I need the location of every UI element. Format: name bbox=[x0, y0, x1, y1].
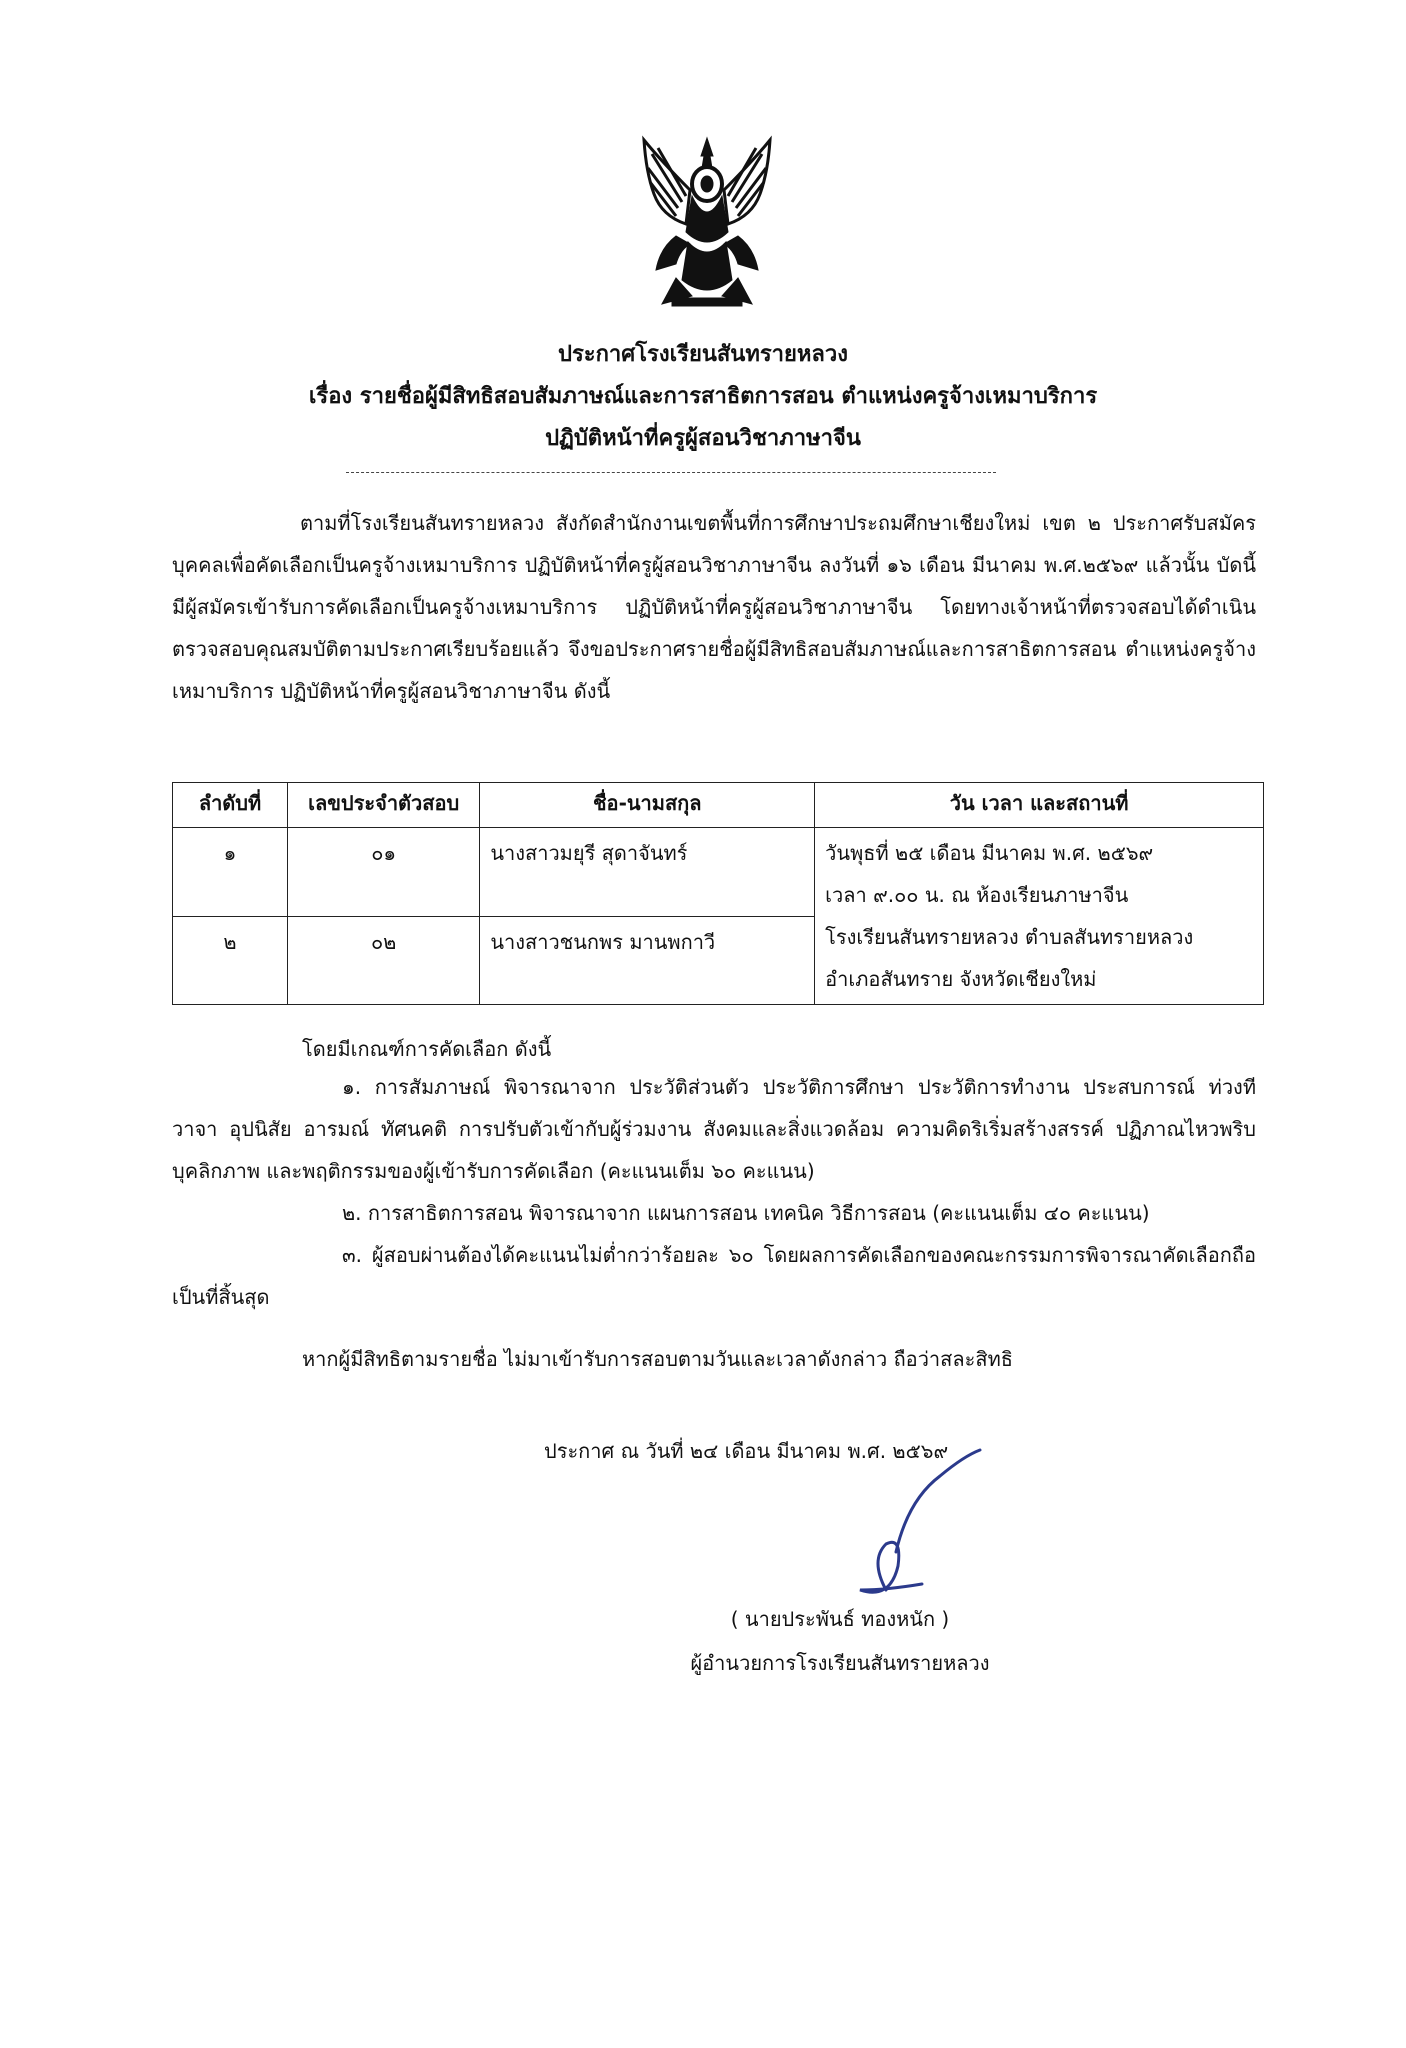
criteria-heading: โดยมีเกณฑ์การคัดเลือก ดังนี้ bbox=[302, 1037, 552, 1061]
col-schedule: วัน เวลา และสถานที่ bbox=[815, 783, 1264, 828]
forfeit-notice: หากผู้มีสิทธิตามรายชื่อ ไม่มาเข้ารับการสอบตามวันและเวลาดังกล่าว ถือว่าสละสิทธิ bbox=[302, 1347, 1013, 1371]
table-header-row bbox=[173, 783, 1264, 828]
signer-name: ( นายประพันธ์ ทองหนัก ) bbox=[730, 1607, 950, 1631]
title-divider bbox=[346, 472, 996, 473]
schedule-cell bbox=[815, 828, 1264, 1005]
row-exam-id: ๐๒ bbox=[288, 916, 480, 1005]
schedule-line: โรงเรียนสันทรายหลวง ตำบลสันทรายหลวง bbox=[825, 925, 1194, 949]
col-order: ลำดับที่ bbox=[173, 783, 288, 828]
criteria-item-3: ๓. ผู้สอบผ่านต้องได้คะแนนไม่ต่ำกว่าร้อยละ ๖๐ โดยผลการคัดเลือกของคณะกรรมการพิจารณาคัดเลือกถือเป็นที่สิ้นสุด bbox=[172, 1243, 1256, 1309]
schedule-line: เวลา ๙.๐๐ น. ณ ห้องเรียนภาษาจีน bbox=[825, 883, 1129, 907]
intro-paragraph: ตามที่โรงเรียนสันทรายหลวง สังกัดสำนักงานเขตพื้นที่การศึกษาประถมศึกษาเชียงใหม่ เขต ๒ ประกาศรับสมัครบุคคลเพื่อคัดเลือกเป็นครูจ้างเหมาบริการ ปฏิบัติหน้าที่ครูผู้สอนวิชาภาษาจีน ลงวันที่ ๑๖ เดือน มีนาคม พ.ศ.๒๕๖๙ แล้วนั้น บัดนี้มีผู้สมัครเข้ารับการคัดเลือกเป็นครูจ้างเหมาบริการ ปฏิบัติหน้าที่ครูผู้สอนวิชาภาษาจีน โดยทางเจ้าหน้าที่ตรวจสอบได้ดำเนินตรวจสอบคุณสมบัติตามประกาศเรียบร้อยแล้ว จึงขอประกาศรายชื่อผู้มีสิทธิสอบสัมภาษณ์และการสาธิตการสอน ตำแหน่งครูจ้างเหมาบริการ ปฏิบัติหน้าที่ครูผู้สอนวิชาภาษาจีน ดังนี้ bbox=[172, 511, 1256, 703]
row-name: นางสาวมยุรี สุดาจันทร์ bbox=[480, 828, 815, 917]
signer-title: ผู้อำนวยการโรงเรียนสันทรายหลวง bbox=[690, 1651, 990, 1675]
row-order: ๑ bbox=[173, 828, 288, 917]
row-order: ๒ bbox=[173, 916, 288, 1005]
criteria-item-2: ๒. การสาธิตการสอน พิจารณาจาก แผนการสอน เทคนิค วิธีการสอน (คะแนนเต็ม ๔๐ คะแนน) bbox=[342, 1201, 1150, 1225]
col-exam-id: เลขประจำตัวสอบ bbox=[288, 783, 480, 828]
col-name: ชื่อ-นามสกุล bbox=[480, 783, 815, 828]
schedule-line: วันพุธที่ ๒๕ เดือน มีนาคม พ.ศ. ๒๕๖๙ bbox=[825, 841, 1154, 865]
row-exam-id: ๐๑ bbox=[288, 828, 480, 917]
row-name: นางสาวชนกพร มานพกาวี bbox=[480, 916, 815, 1005]
announcement-subject: เรื่อง รายชื่อผู้มีสิทธิสอบสัมภาษณ์และการสาธิตการสอน ตำแหน่งครูจ้างเหมาบริการ bbox=[308, 384, 1098, 409]
garuda-emblem-icon bbox=[632, 132, 782, 312]
announcement-title: ประกาศโรงเรียนสันทรายหลวง bbox=[558, 342, 848, 367]
criteria-item-1: ๑. การสัมภาษณ์ พิจารณาจาก ประวัติส่วนตัว ประวัติการศึกษา ประวัติการทำงาน ประสบการณ์ ท่วงที วาจา อุปนิสัย อารมณ์ ทัศนคติ การปรับตัวเข้ากับผู้ร่วมงาน สังคมและสิ่งแวดล้อม ความคิดริเริ่มสร้างสรรค์ ปฏิภาณไหวพริบ บุคลิกภาพ และพฤติกรรมของผู้เข้ารับการคัดเลือก (คะแนนเต็ม ๖๐ คะแนน) bbox=[172, 1075, 1256, 1183]
schedule-line: อำเภอสันทราย จังหวัดเชียงใหม่ bbox=[825, 967, 1097, 991]
announcement-subject-line2: ปฏิบัติหน้าที่ครูผู้สอนวิชาภาษาจีน bbox=[545, 426, 861, 451]
candidate-table bbox=[172, 782, 1264, 1005]
table-row bbox=[173, 828, 1264, 917]
announcement-date: ประกาศ ณ วันที่ ๒๔ เดือน มีนาคม พ.ศ. ๒๕๖๙ bbox=[544, 1439, 949, 1463]
handwritten-signature-icon bbox=[790, 1440, 1000, 1620]
